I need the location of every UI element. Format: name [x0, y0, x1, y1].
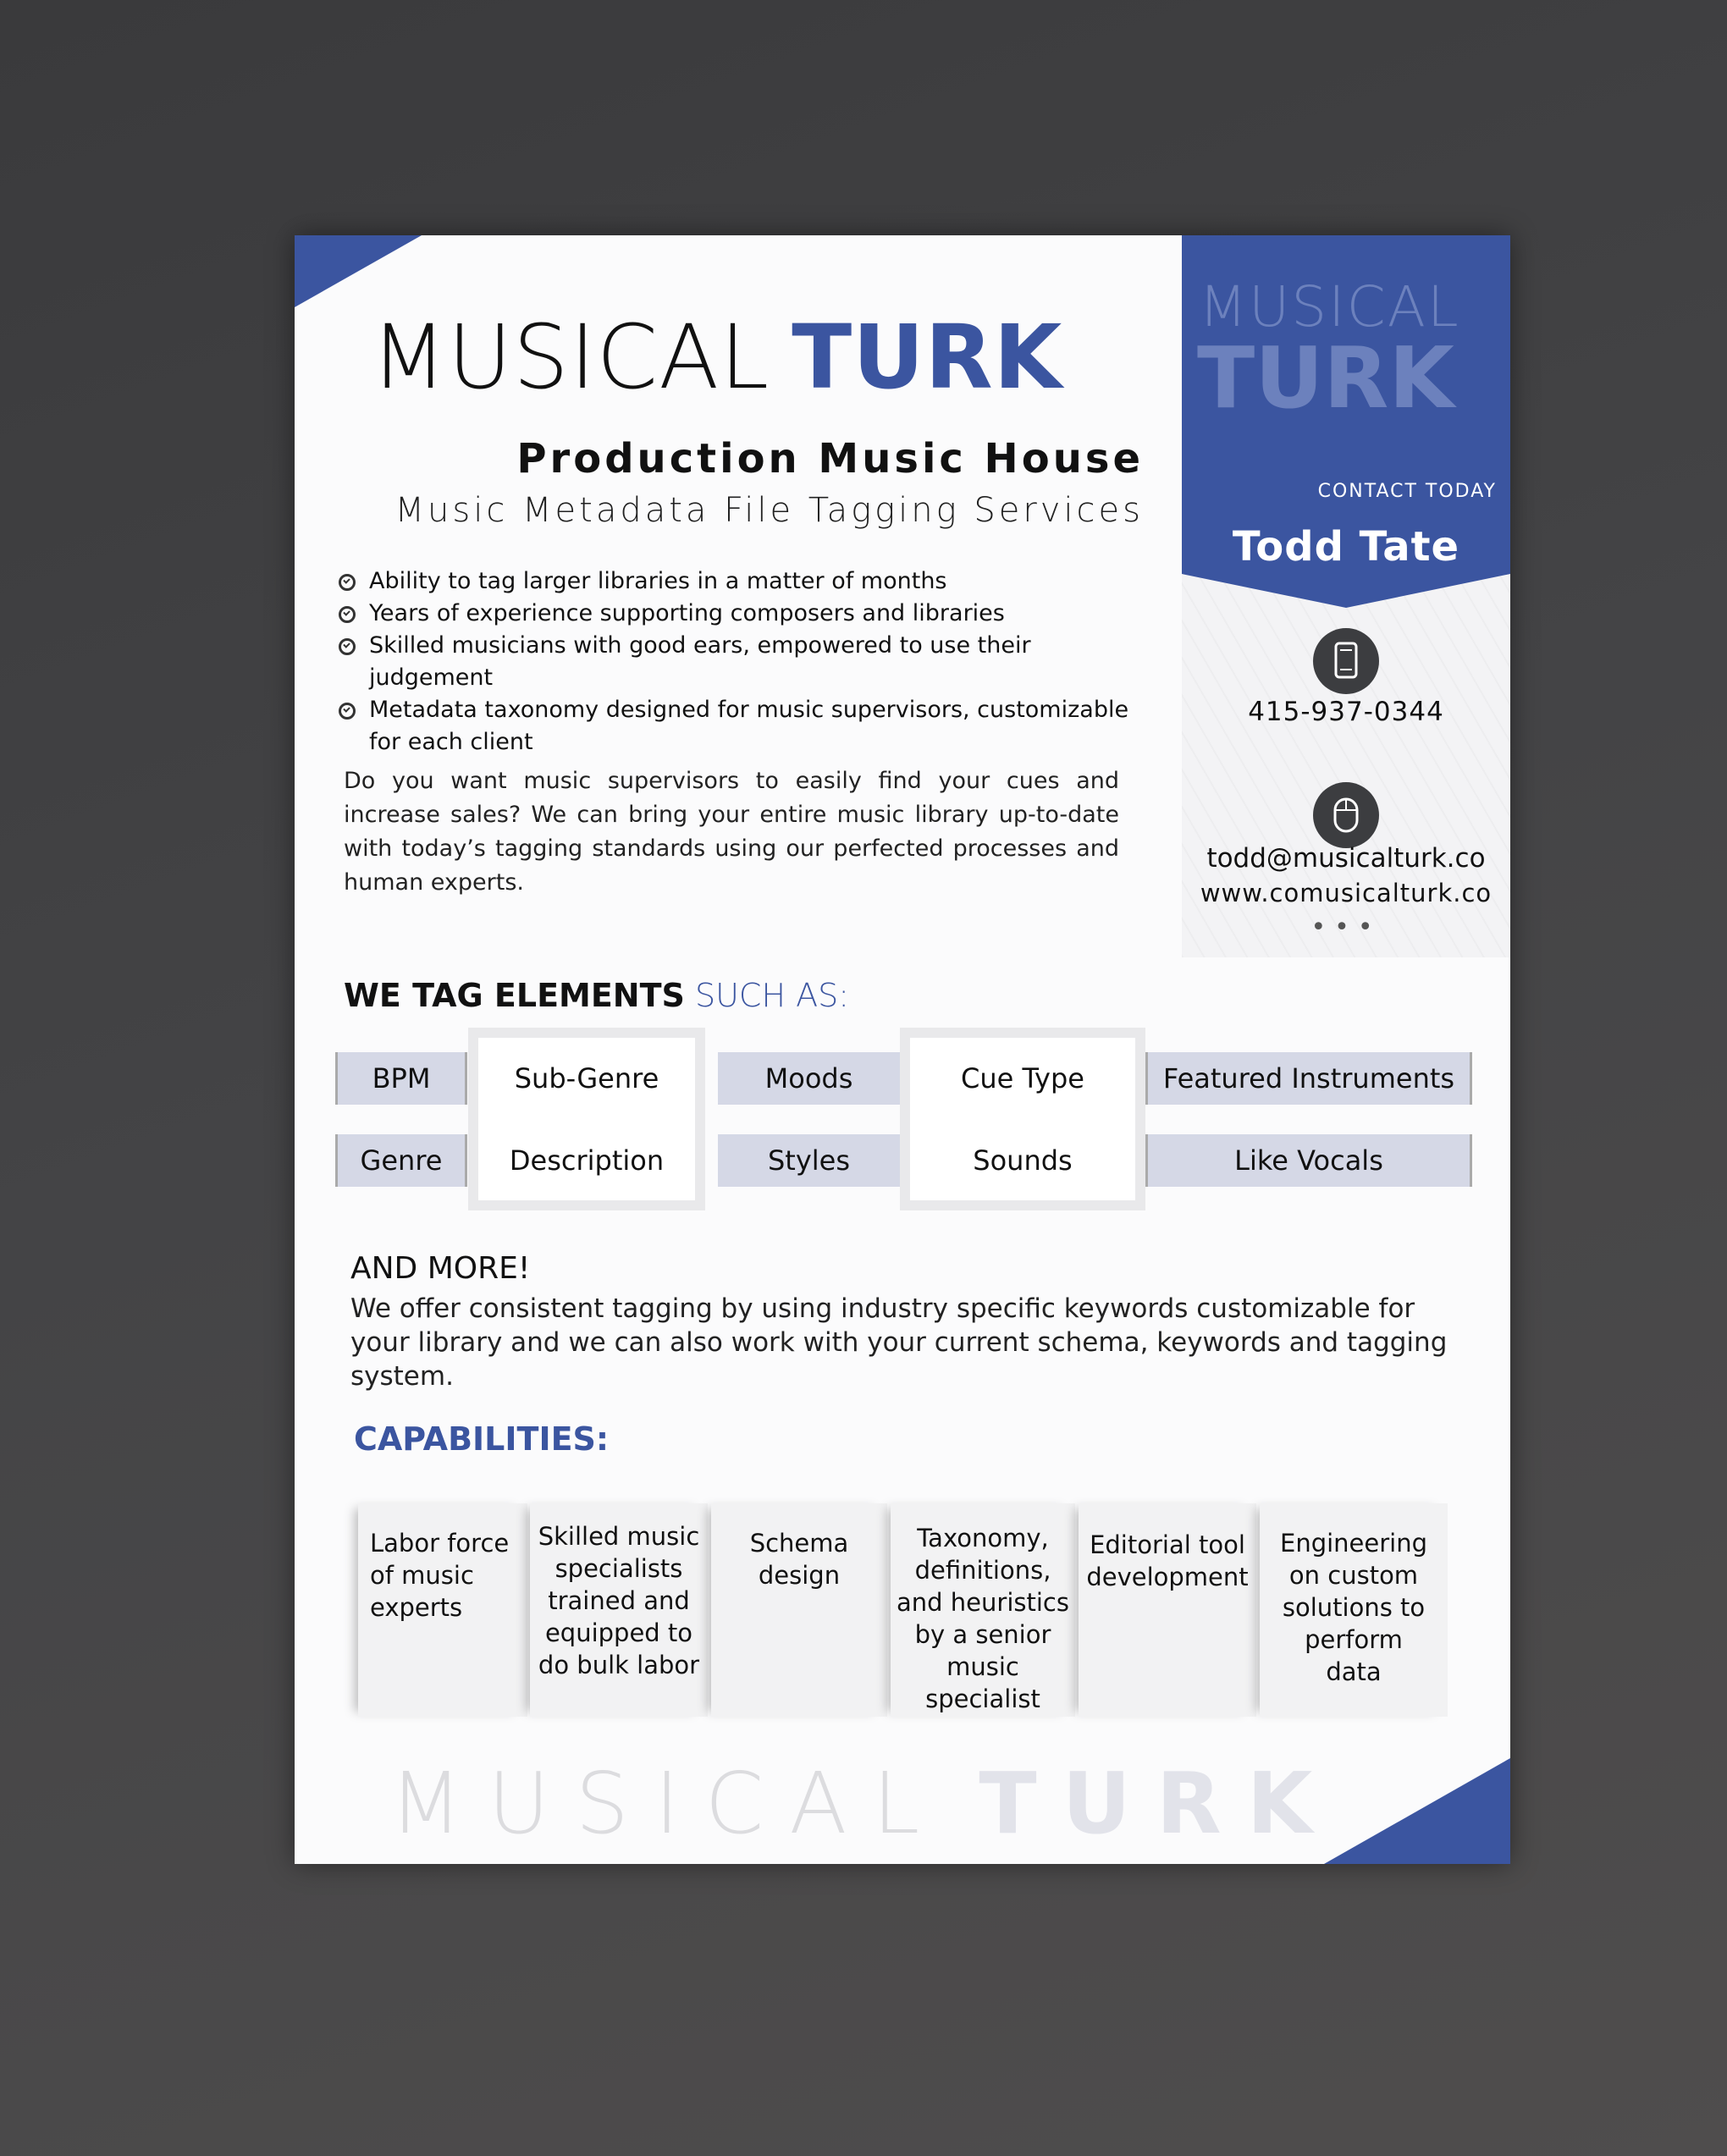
panel-logo-musical: MUSICAL: [1199, 274, 1460, 339]
check-circle-icon: [339, 638, 356, 655]
logo-word-turk: TURK: [792, 306, 1063, 409]
capability-card: Editorial tool development: [1079, 1503, 1256, 1717]
capability-card: Taxonomy, definitions, and heuristics by a senior music specialist: [891, 1503, 1075, 1717]
capability-card: Skilled music specialists trained and equipped to do bulk labor: [530, 1503, 708, 1717]
contact-panel: [1182, 235, 1510, 957]
corner-accent-top-left: [295, 235, 422, 307]
list-item: Skilled musicians with good ears, empowered to use their judgement: [339, 630, 1151, 694]
ellipsis-dots: •••: [1310, 913, 1382, 942]
main-logo: [371, 306, 1063, 409]
page-tagline: Music Metadata File Tagging Services: [395, 491, 1144, 530]
tag-item: Sub-Genre: [481, 1052, 692, 1105]
tag-item: Genre: [335, 1134, 467, 1187]
capability-card: Schema design: [711, 1503, 887, 1717]
contact-label: CONTACT TODAY: [1317, 481, 1497, 502]
mouse-icon: [1313, 782, 1379, 848]
flyer-sheet: [295, 235, 1510, 1864]
check-circle-icon: [339, 574, 356, 591]
tag-item: Moods: [718, 1052, 900, 1105]
tags-heading: WE TAG ELEMENTS SUCH AS:: [344, 977, 850, 1014]
check-circle-icon: [339, 606, 356, 623]
tag-item: Description: [481, 1134, 692, 1187]
tag-item: Like Vocals: [1145, 1134, 1472, 1187]
list-item: Years of experience supporting composers and libraries: [339, 598, 1151, 630]
capabilities-heading: CAPABILITIES:: [354, 1420, 610, 1458]
tag-item: Sounds: [913, 1134, 1133, 1187]
phone-number[interactable]: 415-937-0344: [1248, 697, 1444, 727]
contact-name: Todd Tate: [1232, 523, 1460, 571]
phone-icon: [1313, 628, 1379, 694]
tag-item: BPM: [335, 1052, 467, 1105]
check-circle-icon: [339, 703, 356, 720]
capability-card: Engineering on custom solutions to perform data: [1260, 1503, 1448, 1717]
footer-watermark-logo: MUSICAL TURK: [389, 1754, 1338, 1853]
tag-item: Featured Instruments: [1145, 1052, 1472, 1105]
list-item: Ability to tag larger libraries in a matter of months: [339, 565, 1151, 598]
list-item: Metadata taxonomy designed for music supervisors, customizable for each client: [339, 694, 1151, 758]
tag-item: Cue Type: [913, 1052, 1133, 1105]
panel-logo-turk: TURK: [1197, 328, 1454, 427]
feature-list: [339, 565, 1151, 758]
corner-accent-bottom-right: [1324, 1758, 1510, 1864]
tag-item: Styles: [718, 1134, 900, 1187]
page-subtitle: Production Music House: [516, 435, 1144, 482]
capability-card: Labor force of music experts: [358, 1503, 527, 1717]
logo-word-musical: MUSICAL: [371, 306, 770, 409]
and-more-heading: AND MORE!: [350, 1251, 531, 1286]
email-link[interactable]: todd@musicalturk.co: [1206, 843, 1486, 874]
and-more-paragraph: We offer consistent tagging by using industry specific keywords customizable for your library and we can also work with your current schema, keywords and tagging system.: [350, 1293, 1448, 1392]
intro-paragraph: Do you want music supervisors to easily find your cues and increase sales? We can bring your entire music library up-to-date with today’s tagging standards using our perfected processes and human experts.: [344, 768, 1119, 896]
website-link[interactable]: www.comusicalturk.co: [1200, 879, 1493, 907]
